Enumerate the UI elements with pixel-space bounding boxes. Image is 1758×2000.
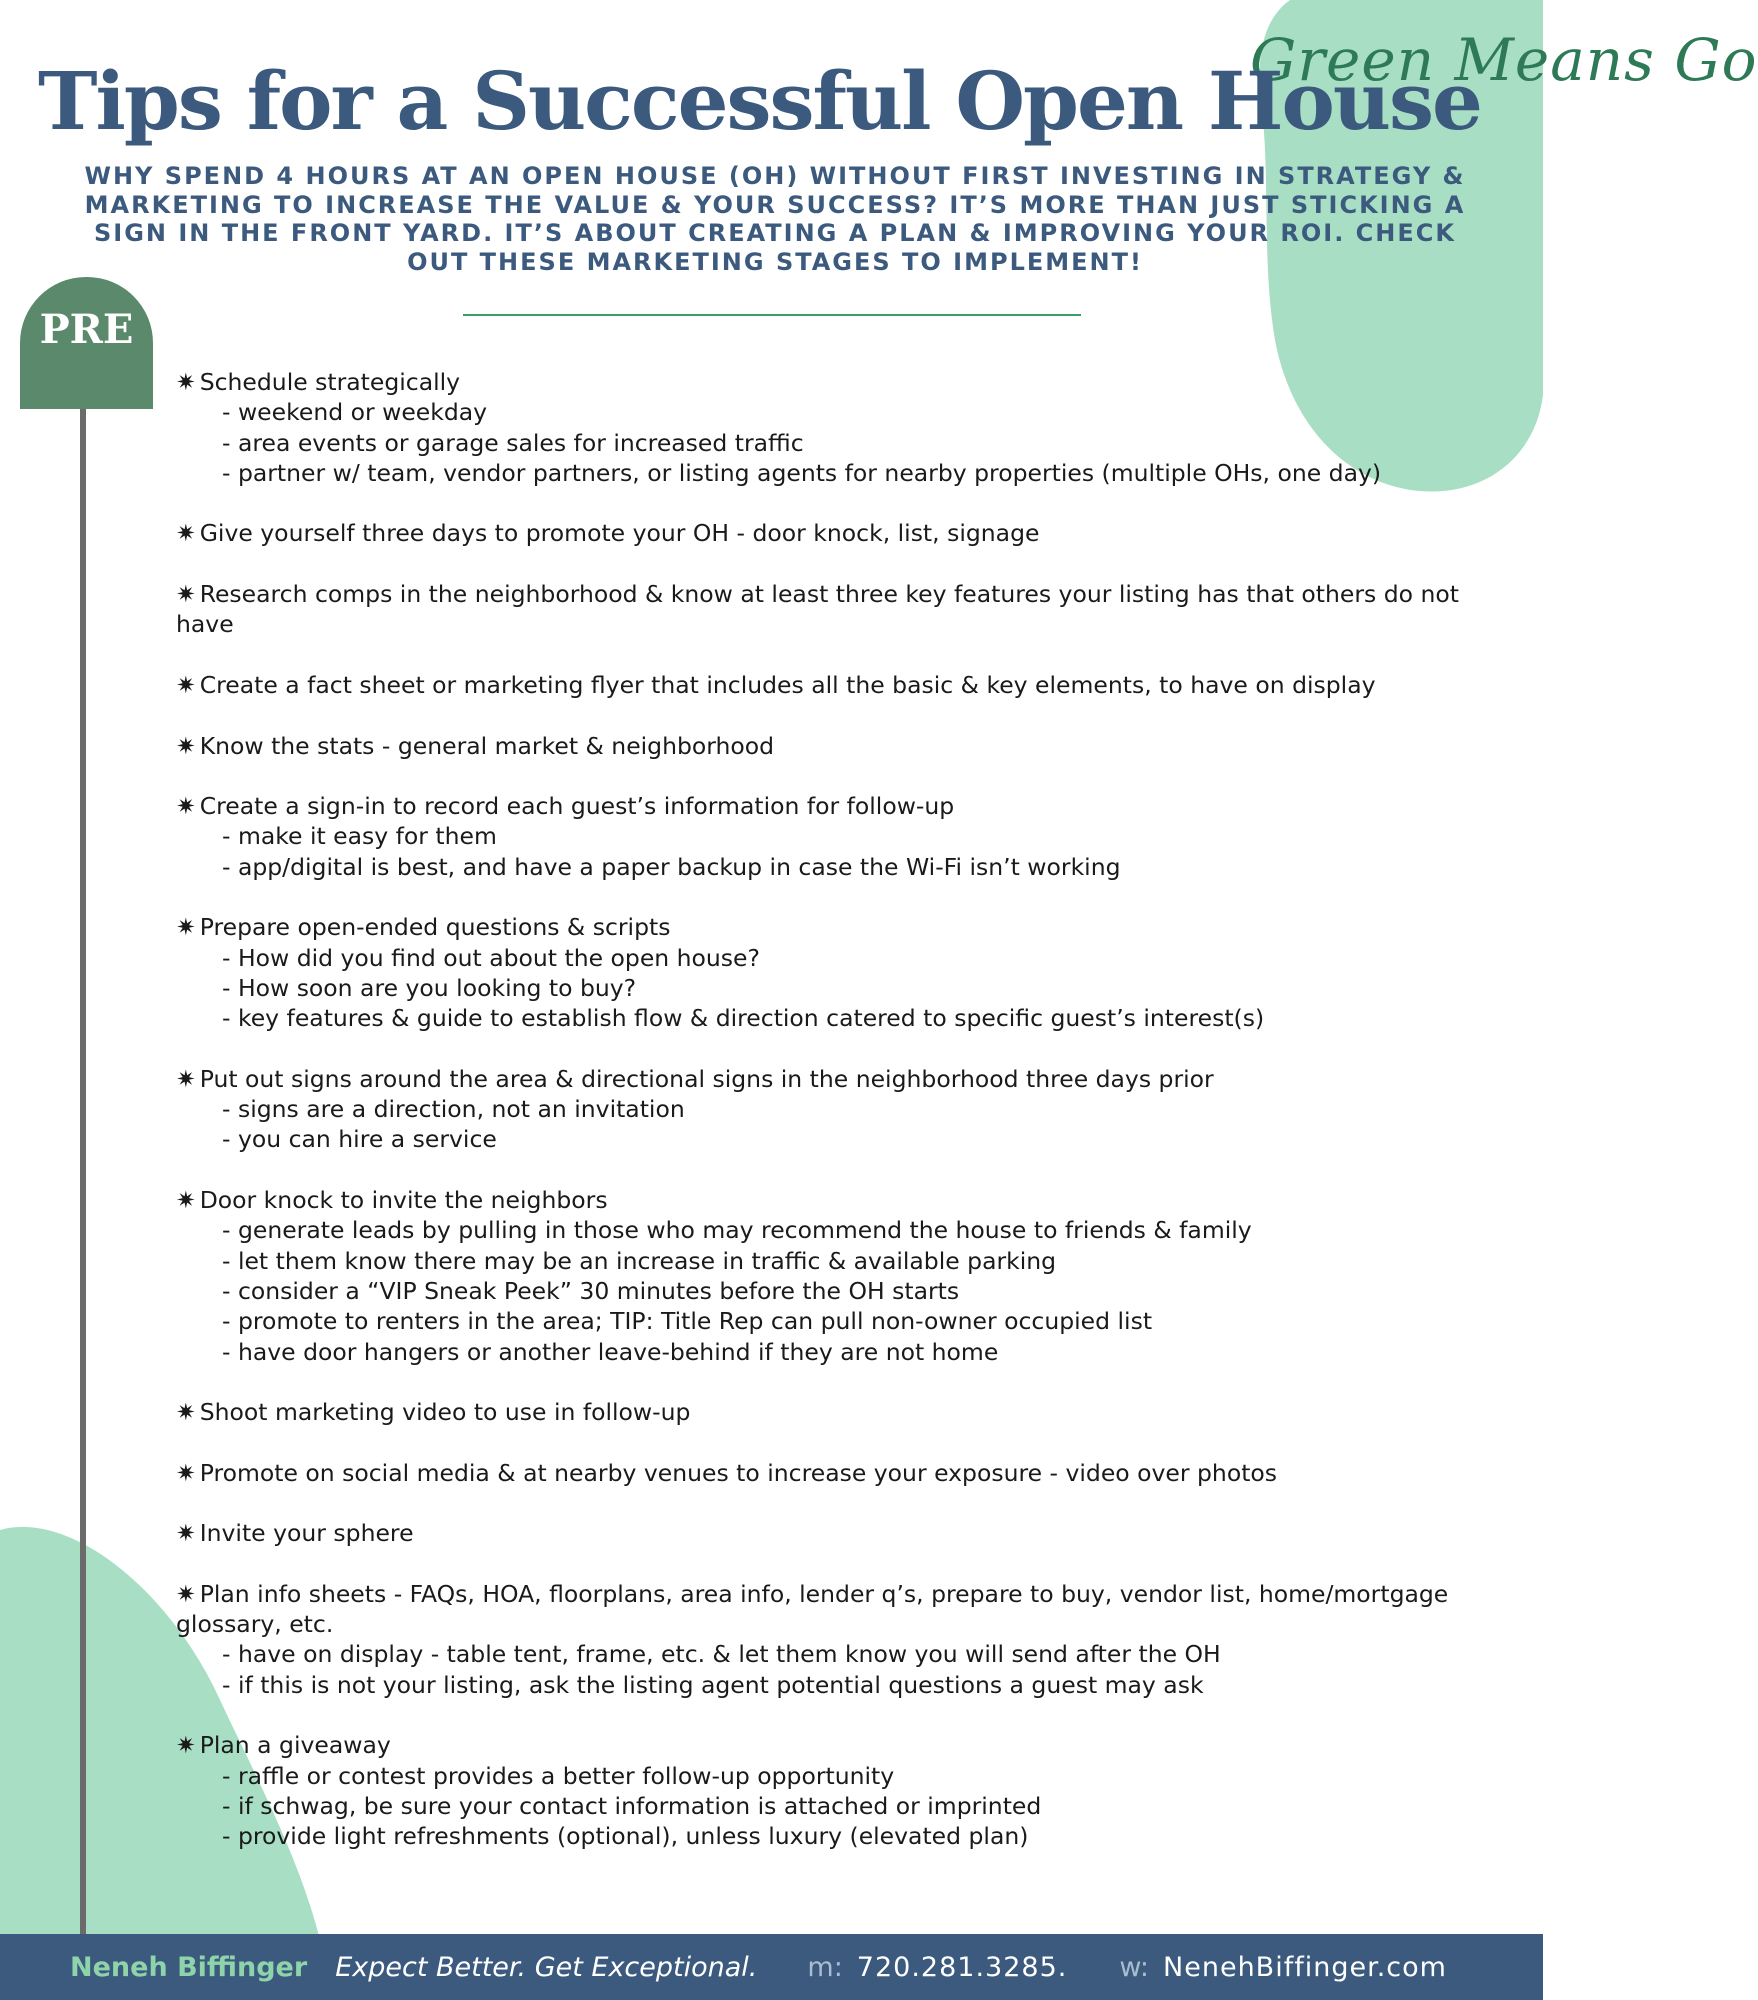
tips-list [176, 367, 1476, 1882]
asterisk-bullet-icon: ✷ [176, 1458, 196, 1487]
tip-subpoint: - raffle or contest provides a better follow-up opportunity [222, 1761, 895, 1790]
tip-main [176, 579, 1476, 640]
tip-text: Give yourself three days to promote your OH - door knock, list, signage [199, 519, 1040, 548]
stage-tab-pre [20, 277, 153, 409]
tip-item [176, 791, 1476, 882]
tip-main [176, 518, 1476, 548]
tip-text: Plan info sheets - FAQs, HOA, floorplans, area info, lender q’s, prepare to buy, vendor list, home/mortgage glossary, etc. [176, 1579, 1449, 1639]
tip-main [176, 1397, 1476, 1427]
tip-text: Shoot marketing video to use in follow-up [199, 1398, 691, 1427]
tip-subpoint: - if schwag, be sure your contact information is attached or imprinted [222, 1791, 1042, 1820]
tip-text: Research comps in the neighborhood & know at least three key features your listing has that others do not have [176, 580, 1459, 639]
tip-subpoint: - How soon are you looking to buy? [222, 973, 637, 1002]
tip-text: Know the stats - general market & neighborhood [199, 731, 775, 760]
tip-main [176, 1518, 1476, 1548]
tip-item [176, 1730, 1476, 1851]
tip-subpoint: - consider a “VIP Sneak Peek” 30 minutes before the OH starts [222, 1276, 960, 1305]
tip-text: Plan a giveaway [199, 1731, 391, 1760]
tip-item [176, 579, 1476, 640]
tip-main [176, 1458, 1476, 1488]
tip-subpoint: - weekend or weekday [222, 398, 488, 427]
tip-subpoint: - How did you find out about the open house? [222, 943, 760, 972]
tip-main [176, 912, 1476, 942]
tip-item [176, 1064, 1476, 1155]
tip-text: Create a fact sheet or marketing flyer that includes all the basic & key elements, to have on display [199, 670, 1376, 699]
tip-item [176, 1185, 1476, 1367]
website-link[interactable]: NenehBiffinger.com [1163, 1951, 1447, 1983]
website-label: w: [1119, 1951, 1150, 1983]
logo-text: Green Means Go [1250, 26, 1758, 94]
tip-subpoint: - app/digital is best, and have a paper backup in case the Wi-Fi isn’t working [222, 852, 1121, 881]
tip-text: Door knock to invite the neighbors [199, 1186, 608, 1215]
asterisk-bullet-icon: ✷ [176, 1579, 196, 1608]
asterisk-bullet-icon: ✷ [176, 519, 196, 548]
tip-text: Prepare open-ended questions & scripts [199, 913, 671, 942]
tip-main [176, 1730, 1476, 1760]
tip-item [176, 367, 1476, 488]
asterisk-bullet-icon: ✷ [176, 731, 196, 760]
tip-subpoint: - let them know there may be an increase in traffic & available parking [222, 1246, 1057, 1275]
agent-tagline: Expect Better. Get Exceptional. [335, 1951, 758, 1983]
tip-subpoint: - promote to renters in the area; TIP: Title Rep can pull non-owner occupied list [222, 1307, 1153, 1336]
tip-item [176, 731, 1476, 761]
tip-subpoint: - generate leads by pulling in those who may recommend the house to friends & family [222, 1216, 1252, 1245]
tip-subpoint: - area events or garage sales for increased traffic [222, 428, 804, 457]
tip-main [176, 1064, 1476, 1094]
tip-subpoint: - have door hangers or another leave-behind if they are not home [222, 1337, 999, 1366]
tip-item [176, 1458, 1476, 1488]
tip-subpoint: - provide light refreshments (optional), unless luxury (elevated plan) [222, 1822, 1029, 1851]
asterisk-bullet-icon: ✷ [176, 670, 196, 699]
tip-item [176, 912, 1476, 1033]
tip-text: Schedule strategically [199, 368, 461, 396]
tip-item [176, 518, 1476, 548]
tip-text: Put out signs around the area & directional signs in the neighborhood three days prior [199, 1064, 1214, 1093]
intro-subtitle: WHY SPEND 4 HOURS AT AN OPEN HOUSE (OH) WITHOUT FIRST INVESTING IN STRATEGY & MARKETING TO INCREASE THE VALUE & YOUR SUCCESS? IT’S MORE THAN JUST STICKING A SIGN IN THE FRONT YARD. IT’S ABOUT CREATING A PLAN & IMPROVING YOUR ROI. CHECK OUT THESE MARKETING STAGES TO IMPLEMENT! [84, 162, 1466, 276]
asterisk-bullet-icon: ✷ [176, 1519, 196, 1548]
tip-subpoint: - key features & guide to establish flow & direction catered to specific guest’s interest(s) [222, 1004, 1265, 1033]
asterisk-bullet-icon: ✷ [176, 1398, 196, 1427]
asterisk-bullet-icon: ✷ [176, 1064, 196, 1093]
stage-label: PRE [39, 305, 134, 353]
tip-item [176, 1397, 1476, 1427]
tip-text: Promote on social media & at nearby venues to increase your exposure - video over photos [199, 1458, 1278, 1487]
tip-main [176, 791, 1476, 821]
footer-bar [0, 1934, 1543, 2000]
tip-text: Create a sign-in to record each guest’s information for follow-up [199, 792, 955, 821]
page-title: Tips for a Successful Open House [38, 54, 1481, 148]
tip-item [176, 1518, 1476, 1548]
header-divider [463, 314, 1081, 316]
asterisk-bullet-icon: ✷ [176, 368, 196, 396]
tip-main [176, 670, 1476, 700]
phone-number[interactable]: 720.281.3285. [856, 1951, 1068, 1983]
phone-label: m: [807, 1951, 843, 1983]
tip-subpoint: - have on display - table tent, frame, etc. & let them know you will send after the OH [222, 1640, 1221, 1669]
asterisk-bullet-icon: ✷ [176, 913, 196, 942]
timeline-line [80, 409, 86, 1935]
tip-subpoint: - if this is not your listing, ask the listing agent potential questions a guest may ask [222, 1670, 1204, 1699]
tip-subpoint: - make it easy for them [222, 822, 497, 851]
agent-name: Neneh Biffinger [70, 1951, 308, 1983]
tip-main [176, 731, 1476, 761]
tip-subpoint: - signs are a direction, not an invitation [222, 1095, 685, 1124]
tip-main [176, 367, 1476, 397]
tip-subpoint: - you can hire a service [222, 1125, 497, 1154]
tip-subpoint: - partner w/ team, vendor partners, or listing agents for nearby properties (multiple OHs, one day) [222, 458, 1382, 487]
asterisk-bullet-icon: ✷ [176, 580, 196, 609]
tip-item [176, 1579, 1476, 1700]
tip-item [176, 670, 1476, 700]
tip-text: Invite your sphere [199, 1519, 414, 1548]
tip-main [176, 1579, 1476, 1640]
asterisk-bullet-icon: ✷ [176, 1731, 196, 1760]
asterisk-bullet-icon: ✷ [176, 1186, 196, 1215]
asterisk-bullet-icon: ✷ [176, 792, 196, 821]
tip-main [176, 1185, 1476, 1215]
